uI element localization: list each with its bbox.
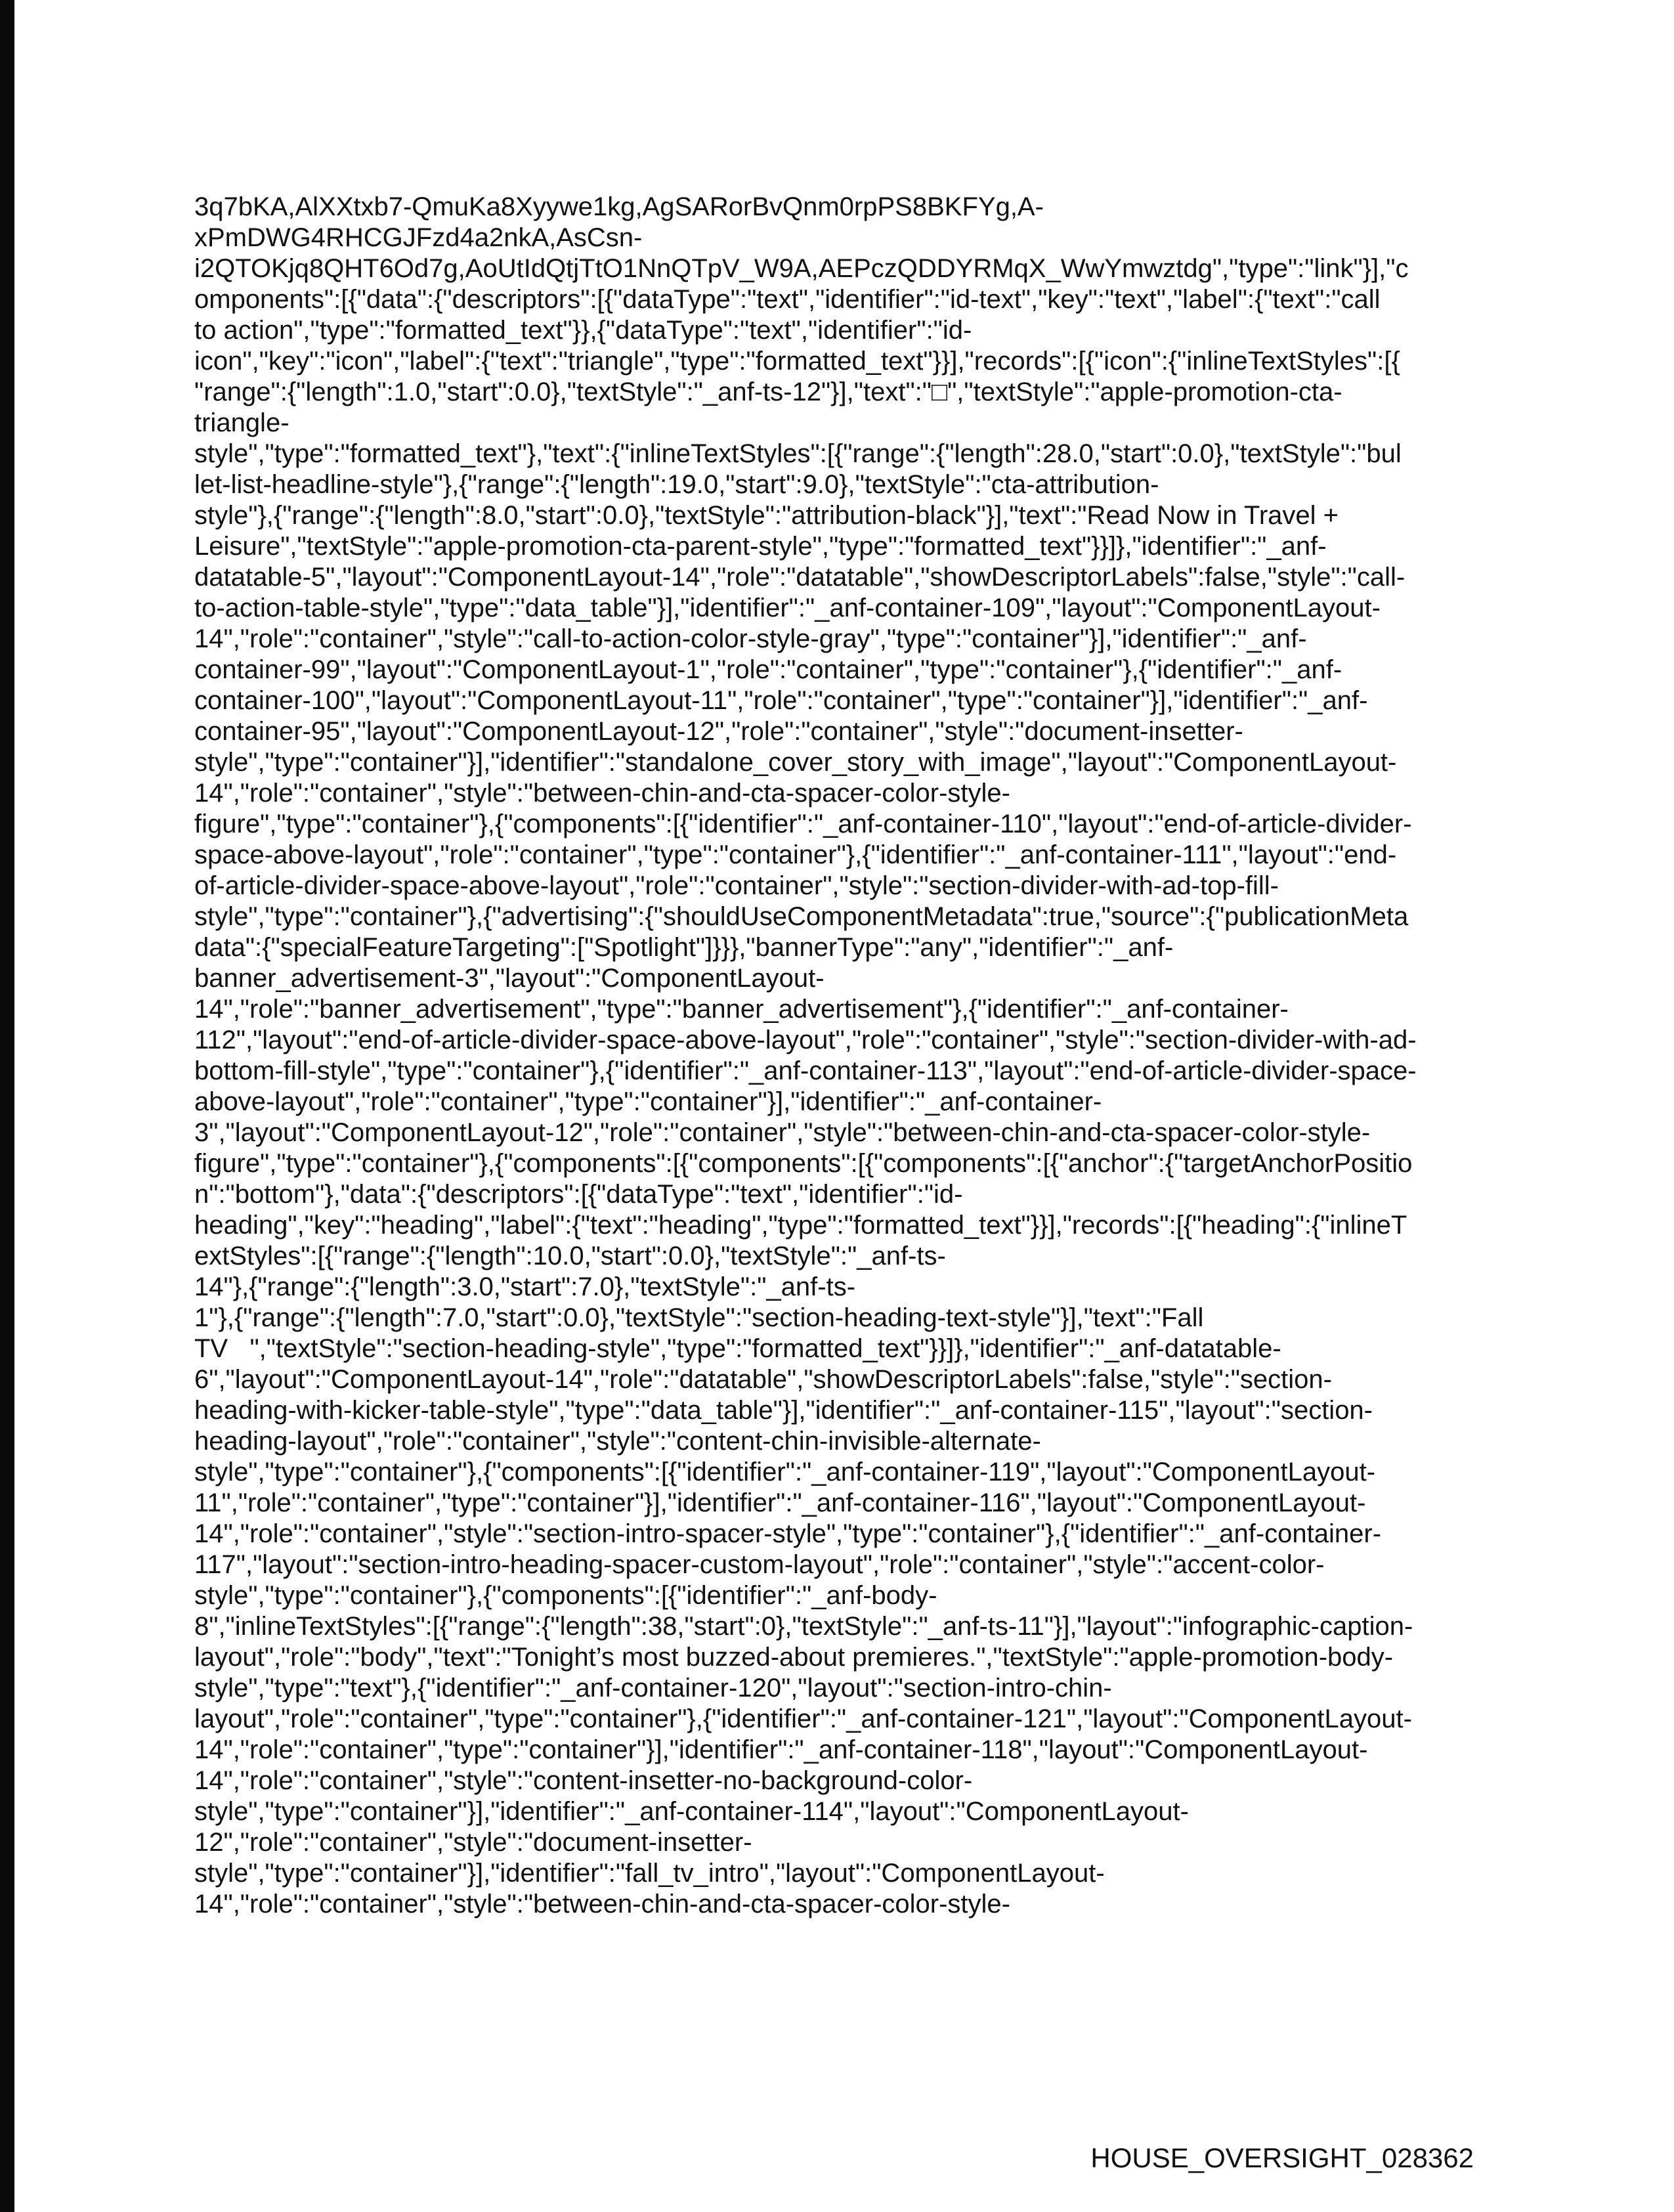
document-text-line: 14","role":"container","style":"between-chin-and-cta-spacer-color-style-: [194, 1890, 1010, 1919]
document-text-line: omponents":[{"data":{"descriptors":[{"dataType":"text","identifier":"id-text","key":"text","label":{"text":"call: [194, 285, 1381, 314]
document-text-line: container-100","layout":"ComponentLayout-11","role":"container","type":"container"}],"identifier":"_anf-: [194, 686, 1368, 715]
document-text-line: 11","role":"container","type":"container"}],"identifier":"_anf-container-116","layout":"ComponentLayout-: [194, 1488, 1366, 1517]
document-text-line: container-99","layout":"ComponentLayout-1","role":"container","type":"container"},{"identifier":"_anf-: [194, 655, 1342, 684]
document-text-line: heading-layout","role":"container","style":"content-chin-invisible-alternate-: [194, 1427, 1041, 1456]
bates-number: HOUSE_OVERSIGHT_028362: [1090, 2142, 1474, 2173]
document-text-line: 8","inlineTextStyles":[{"range":{"length":38,"start":0},"textStyle":"_anf-ts-11"}],"layout":"infographic-caption-: [194, 1612, 1413, 1641]
document-text-line: style","type":"container"},{"advertising":{"shouldUseComponentMetadata":true,"source":{"publicationMeta: [194, 902, 1409, 931]
document-text-line: "range":{"length":1.0,"start":0.0},"textStyle":"_anf-ts-12"}],"text":"□","textStyle":"apple-promotion-cta-: [194, 378, 1342, 406]
document-text-line: style","type":"text"},{"identifier":"_anf-container-120","layout":"section-intro-chin-: [194, 1674, 1112, 1702]
document-body-text: [194, 192, 1501, 1920]
document-text-line: to action","type":"formatted_text"}},{"dataType":"text","identifier":"id-: [194, 316, 972, 345]
document-text-line: style","type":"container"}],"identifier":"_anf-container-114","layout":"ComponentLayout-: [194, 1797, 1189, 1826]
document-text-line: TV ","textStyle":"section-heading-style","type":"formatted_text"}}]},"identifier":"_anf-datatable-: [194, 1334, 1281, 1363]
document-text-line: i2QTOKjq8QHT6Od7g,AoUtIdQtjTtO1NnQTpV_W9A,AEPczQDDYRMqX_WwYmwztdg","type":"link"}],"c: [194, 254, 1409, 283]
document-text-line: 14","role":"container","style":"section-intro-spacer-style","type":"container"},{"identifier":"_anf-container-: [194, 1519, 1382, 1548]
document-text-line: style","type":"container"},{"components":[{"identifier":"_anf-body-: [194, 1581, 937, 1610]
document-text-line: layout","role":"container","type":"container"},{"identifier":"_anf-container-121","layout":"ComponentLayout-: [194, 1704, 1412, 1733]
document-text-line: figure","type":"container"},{"components":[{"components":[{"components":[{"anchor":{"targetAnchorPositio: [194, 1149, 1413, 1178]
document-text-line: datatable-5","layout":"ComponentLayout-14","role":"datatable","showDescriptorLabels":false,"style":"call-: [194, 563, 1406, 592]
document-text-line: style","type":"container"}],"identifier":"standalone_cover_story_with_image","layout":"ComponentLayout-: [194, 748, 1397, 777]
document-text-line: 112","layout":"end-of-article-divider-space-above-layout","role":"container","style":"section-divider-with-ad-: [194, 1026, 1417, 1054]
document-text-line: xPmDWG4RHCGJFzd4a2nkA,AsCsn-: [194, 223, 643, 252]
document-text-line: n":"bottom"},"data":{"descriptors":[{"dataType":"text","identifier":"id-: [194, 1180, 963, 1209]
document-text-line: heading","key":"heading","label":{"text":"heading","type":"formatted_text"}}],"records":[{"heading":{"inlineT: [194, 1211, 1407, 1240]
document-text-line: 14","role":"banner_advertisement","type":"banner_advertisement"},{"identifier":"_anf-container-: [194, 995, 1289, 1024]
document-text-line: of-article-divider-space-above-layout","role":"container","style":"section-divider-with-ad-top-fill-: [194, 871, 1279, 900]
document-text-line: 14","role":"container","type":"container"}],"identifier":"_anf-container-118","layout":"ComponentLayout-: [194, 1735, 1368, 1764]
document-text-line: layout","role":"body","text":"Tonight’s most buzzed-about premieres.","textStyle":"apple-promotion-body-: [194, 1643, 1394, 1672]
document-text-line: 14","role":"container","style":"between-chin-and-cta-spacer-color-style-: [194, 779, 1010, 808]
document-text-line: 14"},{"range":{"length":3.0,"start":7.0},"textStyle":"_anf-ts-: [194, 1272, 856, 1301]
document-text-line: data":{"specialFeatureTargeting":["Spotlight"]}}},"bannerType":"any","identifier":"_anf-: [194, 933, 1174, 962]
document-text-line: icon","key":"icon","label":{"text":"triangle","type":"formatted_text"}}],"records":[{"icon":{"inlineTextStyles":[{: [194, 347, 1400, 376]
document-text-line: space-above-layout","role":"container","type":"container"},{"identifier":"_anf-container-111","layout":"end-: [194, 840, 1397, 869]
document-text-line: banner_advertisement-3","layout":"ComponentLayout-: [194, 964, 825, 993]
document-text-line: extStyles":[{"range":{"length":10.0,"start":0.0},"textStyle":"_anf-ts-: [194, 1242, 946, 1270]
document-text-line: 1"},{"range":{"length":7.0,"start":0.0},"textStyle":"section-heading-text-style"}],"text":"Fall: [194, 1303, 1204, 1332]
document-text-line: 6","layout":"ComponentLayout-14","role":"datatable","showDescriptorLabels":false,"style":"section-: [194, 1365, 1332, 1394]
document-text-line: 14","role":"container","style":"call-to-action-color-style-gray","type":"container"}],"identifier":"_anf-: [194, 624, 1307, 653]
document-text-line: 12","role":"container","style":"document-insetter-: [194, 1828, 752, 1857]
document-text-line: style","type":"container"},{"components":[{"identifier":"_anf-container-119","layout":"ComponentLayout-: [194, 1458, 1376, 1486]
document-text-line: above-layout","role":"container","type":"container"}],"identifier":"_anf-container-: [194, 1087, 1102, 1116]
scan-edge-artifact: [0, 0, 14, 2212]
document-text-line: style","type":"container"}],"identifier":"fall_tv_intro","layout":"ComponentLayout-: [194, 1859, 1105, 1888]
document-text-line: 3q7bKA,AlXXtxb7-QmuKa8Xyywe1kg,AgSARorBvQnm0rpPS8BKFYg,A-: [194, 192, 1044, 221]
document-text-line: to-action-table-style","type":"data_table"}],"identifier":"_anf-container-109","layout":"ComponentLayout-: [194, 594, 1381, 622]
document-text-line: style"},{"range":{"length":8.0,"start":0.0},"textStyle":"attribution-black"}],"text":"Read Now in Travel +: [194, 501, 1339, 530]
document-text-line: 3","layout":"ComponentLayout-12","role":"container","style":"between-chin-and-cta-spacer-color-style-: [194, 1118, 1371, 1147]
document-text-line: figure","type":"container"},{"components":[{"identifier":"_anf-container-110","layout":"end-of-article-divider-: [194, 810, 1412, 838]
document-text-line: style","type":"formatted_text"},"text":{"inlineTextStyles":[{"range":{"length":28.0,"start":0.0},"textStyle":"bul: [194, 439, 1402, 468]
document-text-line: triangle-: [194, 408, 290, 437]
document-text-line: heading-with-kicker-table-style","type":"data_table"}],"identifier":"_anf-container-115","layout":"section-: [194, 1396, 1373, 1425]
document-text-line: Leisure","textStyle":"apple-promotion-cta-parent-style","type":"formatted_text"}}]},"identifier":"_anf-: [194, 532, 1327, 561]
document-text-line: let-list-headline-style"},{"range":{"length":19.0,"start":9.0},"textStyle":"cta-attribution-: [194, 470, 1159, 499]
document-text-line: container-95","layout":"ComponentLayout-12","role":"container","style":"document-insetter-: [194, 717, 1243, 746]
document-text-line: bottom-fill-style","type":"container"},{"identifier":"_anf-container-113","layout":"end-of-article-divider-space-: [194, 1056, 1417, 1085]
document-text-line: 117","layout":"section-intro-heading-spacer-custom-layout","role":"container","style":"accent-color-: [194, 1550, 1325, 1579]
document-text-line: 14","role":"container","style":"content-insetter-no-background-color-: [194, 1766, 973, 1795]
